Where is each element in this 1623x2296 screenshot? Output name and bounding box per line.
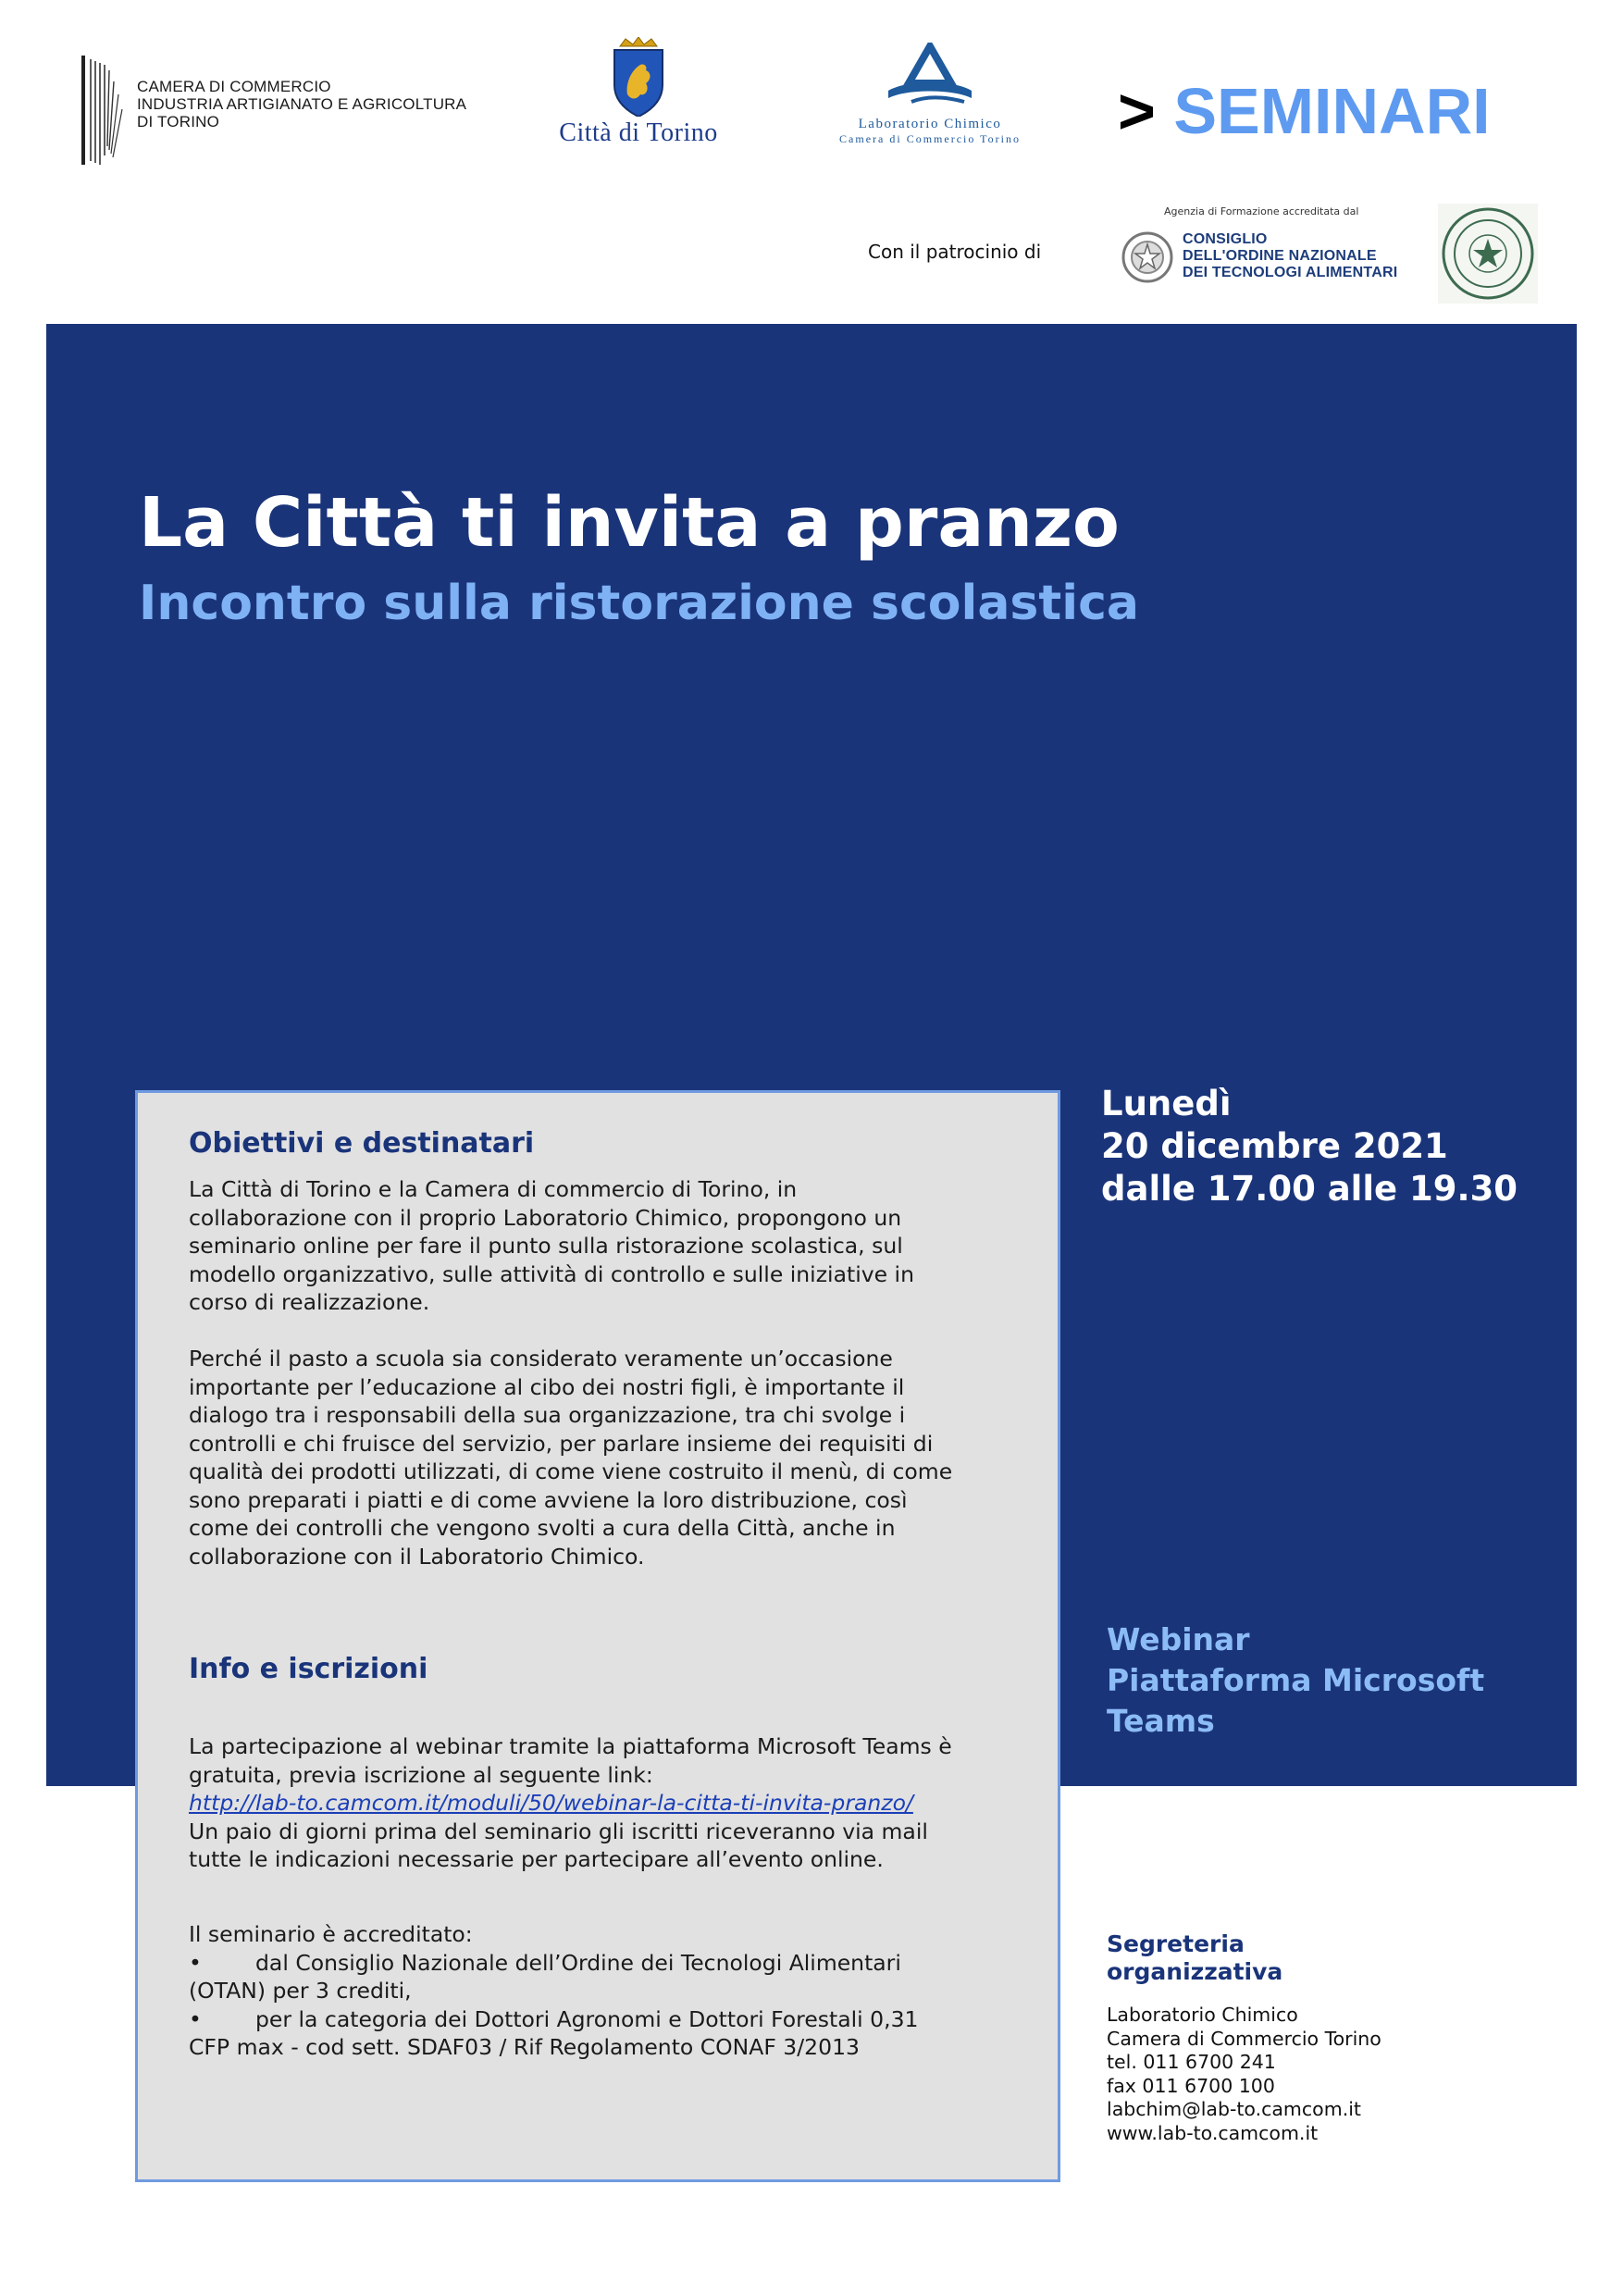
pillar-icon <box>80 54 128 167</box>
lab-name-line2: Camera di Commercio Torino <box>839 132 1021 145</box>
torino-coat-of-arms-icon <box>609 37 668 117</box>
seminari-arrow: > <box>1118 75 1156 147</box>
cntn-line: DEI TECNOLOGI ALIMENTARI <box>1183 265 1398 280</box>
email-link[interactable]: labchim@lab-to.camcom.it <box>1107 2098 1361 2120</box>
segreteria-contacts <box>1107 2004 1381 2145</box>
cntn-logo <box>1120 205 1398 302</box>
webinar-info <box>1107 1620 1484 1742</box>
seminari-heading <box>1118 74 1491 148</box>
segreteria-heading-line: organizzativa <box>1107 1958 1283 1985</box>
list-item-text: dal Consiglio Nazionale dell’Ordine dei Tecnologi Alimentari <box>255 1949 901 1976</box>
text-line: modello organizzativo, sulle attività di controllo e sulle iniziative in <box>189 1260 914 1287</box>
page-subtitle: Incontro sulla ristorazione scolastica <box>139 576 1139 631</box>
website-link[interactable]: www.lab-to.camcom.it <box>1107 2121 1319 2144</box>
lab-flask-icon <box>861 43 999 107</box>
list-item <box>189 1949 919 1978</box>
text-line: La partecipazione al webinar tramite la piattaforma Microsoft Teams è <box>189 1733 952 1759</box>
text-line: seminario online per fare il punto sulla ristorazione scolastica, sul <box>189 1233 903 1259</box>
list-item-continuation: (OTAN) per 3 crediti, <box>189 1978 412 2004</box>
text-line: La Città di Torino e la Camera di commercio di Torino, in <box>189 1176 798 1202</box>
objectives-heading: Obiettivi e destinatari <box>189 1127 535 1160</box>
event-time: dalle 17.00 alle 19.30 <box>1101 1169 1518 1209</box>
segreteria-heading-line: Segreteria <box>1107 1930 1245 1957</box>
list-item-continuation: CFP max - cod sett. SDAF03 / Rif Regolamento CONAF 3/2013 <box>189 2034 860 2060</box>
cntn-name <box>1183 231 1397 281</box>
torino-name: Città di Torino <box>559 118 718 147</box>
cciaa-line: DI TORINO <box>137 113 220 130</box>
event-day: Lunedì <box>1101 1084 1232 1123</box>
phone-text: tel. 011 6700 241 <box>1107 2051 1276 2073</box>
cntn-line: CONSIGLIO <box>1183 231 1268 247</box>
event-date-text: 20 dicembre 2021 <box>1101 1126 1448 1166</box>
accreditation-intro: Il seminario è accreditato: <box>189 1921 473 1947</box>
accreditation-list <box>189 1920 919 2062</box>
text-line: corso di realizzazione. <box>189 1289 430 1315</box>
cciaa-line: CAMERA DI COMMERCIO <box>137 78 331 95</box>
webinar-line: Piattaforma Microsoft <box>1107 1662 1485 1698</box>
text-line: Perché il pasto a scuola sia considerato veramente un’occasione <box>189 1346 893 1371</box>
objectives-paragraph-1 <box>189 1175 914 1317</box>
text-line: sono preparati i piatti e di come avviene la loro distribuzione, così <box>189 1486 908 1513</box>
citta-di-torino-logo <box>518 37 759 157</box>
contact-line: Camera di Commercio Torino <box>1107 2027 1381 2050</box>
bullet-icon: • <box>189 1949 202 1976</box>
text-line: dialogo tra i responsabili della sua organizzazione, tra chi svolge i <box>189 1402 906 1428</box>
webinar-line: Teams <box>1107 1703 1215 1739</box>
text-line: controlli e chi fruisce del servizio, per parlare insieme dei requisiti di <box>189 1430 934 1457</box>
objectives-paragraph-2 <box>189 1345 952 1570</box>
lab-name-line1: Laboratorio Chimico <box>858 117 1002 131</box>
agronomi-seal-icon <box>1438 204 1538 304</box>
text-line: tutte le indicazioni necessarie per partecipare all’evento online. <box>189 1846 884 1872</box>
patrocinio-label: Con il patrocinio di <box>868 241 1042 263</box>
list-item-text: per la categoria dei Dottori Agronomi e Dottori Forestali 0,31 <box>255 2005 919 2032</box>
info-paragraph <box>189 1732 952 1874</box>
text-line: Un paio di giorni prima del seminario gli iscritti riceveranno via mail <box>189 1818 928 1844</box>
text-line: importante per l’educazione al cibo dei nostri figli, è importante il <box>189 1373 905 1400</box>
contact-line: Laboratorio Chimico <box>1107 2004 1298 2026</box>
cntn-line: DELL'ORDINE NAZIONALE <box>1183 248 1377 264</box>
bullet-icon: • <box>189 2005 202 2032</box>
page-title: La Città ti invita a pranzo <box>139 483 1120 563</box>
cciaa-logo <box>80 54 467 167</box>
list-item <box>189 2005 919 2034</box>
webinar-line: Webinar <box>1107 1621 1250 1657</box>
info-heading: Info e iscrizioni <box>189 1653 428 1685</box>
cciaa-name <box>137 78 466 130</box>
segreteria-heading <box>1107 1930 1282 1986</box>
registration-link[interactable]: http://lab-to.camcom.it/moduli/50/webinar-la-citta-ti-invita-pranzo/ <box>189 1790 913 1816</box>
cntn-caption: Agenzia di Formazione accreditata dal <box>1164 205 1359 217</box>
text-line: come dei controlli che vengono svolti a cura della Città, anche in <box>189 1515 896 1541</box>
laboratorio-chimico-logo <box>796 43 1064 154</box>
fax-text: fax 011 6700 100 <box>1107 2074 1275 2097</box>
text-line: collaborazione con il proprio Laboratorio Chimico, propongono un <box>189 1204 902 1231</box>
text-line: gratuita, previa iscrizione al seguente link: <box>189 1761 653 1788</box>
italian-emblem-icon <box>1120 226 1175 291</box>
seminari-word: SEMINARI <box>1173 75 1491 147</box>
event-date <box>1101 1083 1518 1210</box>
text-line: qualità dei prodotti utilizzati, di come viene costruito il menù, di come <box>189 1458 953 1484</box>
text-line: collaborazione con il Laboratorio Chimico. <box>189 1543 645 1570</box>
cciaa-line: INDUSTRIA ARTIGIANATO E AGRICOLTURA <box>137 95 467 113</box>
